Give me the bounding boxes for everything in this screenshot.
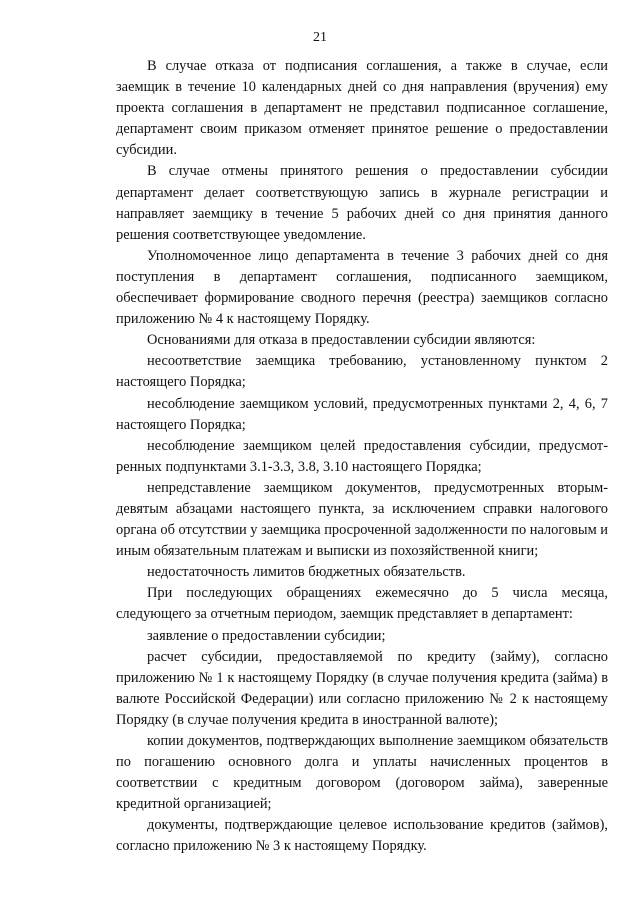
list-item: несоблюдение заемщиком условий, предусмотренных пунктами 2, 4, 6, 7 настоящего Порядка; xyxy=(116,395,608,433)
list-item: копии документов, подтверждающих выполнение заемщиком обязательств по погашению основного долга и уплаты начисленных процентов в соответствии с кредитным договором (договором займа), заверенные кредитной организацией; xyxy=(116,733,608,813)
list-item: документы, подтверждающие целевое использование кредитов (займов), согласно приложению № 3 к настоящему Порядку. xyxy=(116,817,608,855)
list-item: непредставление заемщиком документов, предусмотренных вторым-девятым абзацами настоящего пункта, за исключением справки налогового органа об отсутствии у заемщика просроченной задолженности по налоговым и иным обязательным платежам и выписки из похозяйственной книги; xyxy=(116,479,608,560)
list-item: расчет субсидии, предоставляемой по кредиту (займу), согласно приложению № 1 к настоящему Порядку (в случае получения кредита (займа) в валюте Российской Федерации) или согласно приложению № 2 к настоящему Порядку (в случае получения кредита в иностранной валюте); xyxy=(116,648,608,728)
paragraph: При последующих обращениях ежемесячно до 5 числа месяца, следующего за отчетным периодом, заемщик представляет в департамент: xyxy=(116,585,608,623)
paragraph: Основаниями для отказа в предоставлении субсидии являются: xyxy=(147,332,536,349)
paragraph: Уполномоченное лицо департамента в течение 3 рабочих дней со дня поступления в департамент соглашения, подписанного заемщиком, обеспечивает формирование сводного перечня (реестра) заемщиков согласно приложению № 4 к настоящему Порядку. xyxy=(116,247,608,328)
list-item: заявление о предоставлении субсидии; xyxy=(147,627,386,644)
document-body xyxy=(116,56,608,858)
list-item: несоответствие заемщика требованию, установленному пунктом 2 настоящего Порядка; xyxy=(116,353,608,391)
list-item: недостаточность лимитов бюджетных обязательств. xyxy=(147,564,466,581)
paragraph: В случае отказа от подписания соглашения, а также в случае, если заемщик в течение 10 календарных дней со дня направления (вручения) ему проекта соглашения в департамент не представил подписанное соглашение, департамент своим приказом отменяет принятое решение о предоставлении субсидии. xyxy=(116,58,608,159)
page-number: 21 xyxy=(313,30,327,45)
paragraph: В случае отмены принятого решения о предоставлении субсидии департамент делает соответствующую запись в журнале регистрации и направляет заемщику в течение 5 рабочих дней со дня принятия данного решения соответствующее уведомление. xyxy=(116,163,608,243)
list-item: несоблюдение заемщиком целей предоставления субсидии, предусмотренных подпунктами 3.1-3.3, 3.8, 3.10 настоящего Порядка; xyxy=(116,437,608,475)
